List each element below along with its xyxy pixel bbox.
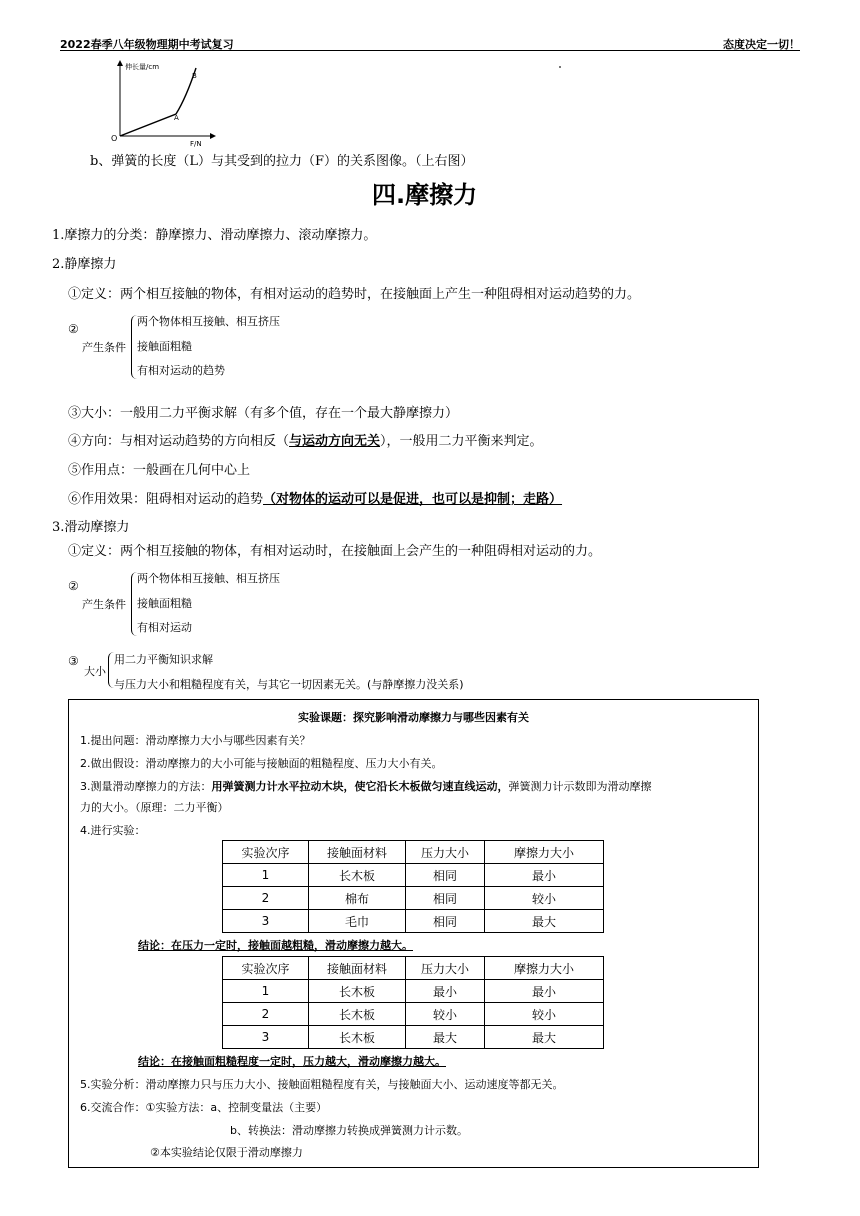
table-2-header: 实验次序 xyxy=(223,957,309,980)
header-right: 态度决定一切！ xyxy=(723,38,800,51)
static-cond-number: ② xyxy=(68,322,79,336)
table-cell: 1 xyxy=(223,980,309,1003)
experiment-table-2 xyxy=(222,956,604,1049)
table-cell: 相同 xyxy=(406,887,485,910)
table-row xyxy=(223,887,604,910)
table-cell: 较小 xyxy=(406,1003,485,1026)
table-cell: 3 xyxy=(223,1026,309,1049)
graph-curve xyxy=(120,68,196,136)
static-direction-a: ④方向：与相对运动趋势的方向相反（ xyxy=(68,434,290,449)
table-row xyxy=(223,910,604,933)
graph-x-arrow xyxy=(210,133,216,139)
static-point: ⑤作用点：一般画在几何中心上 xyxy=(68,463,251,478)
table-cell: 相同 xyxy=(406,864,485,887)
experiment-q3 xyxy=(80,778,652,794)
table-cell: 较小 xyxy=(485,887,604,910)
graph-point-b: B xyxy=(192,72,197,80)
header-left: 2022春季八年级物理期中考试复习 xyxy=(60,38,234,51)
static-direction-c: ），一般用二力平衡来判定。 xyxy=(380,434,543,449)
experiment-q6-c: ②本实验结论仅限于滑动摩擦力 xyxy=(150,1146,303,1159)
table-cell: 最大 xyxy=(406,1026,485,1049)
table-cell: 最小 xyxy=(406,980,485,1003)
static-effect xyxy=(68,488,562,507)
table-row xyxy=(223,1003,604,1026)
static-effect-a: ⑥作用效果：阻碍相对运动的趋势 xyxy=(68,492,264,507)
caption-b: b、弹簧的长度（L）与其受到的拉力（F）的关系图像。（上右图） xyxy=(90,154,474,169)
table-cell: 毛巾 xyxy=(309,910,406,933)
sliding-cond-3: 有相对运动 xyxy=(137,621,192,634)
experiment-q3-cont: 力的大小。（原理：二力平衡） xyxy=(80,801,229,814)
table-cell: 最小 xyxy=(485,864,604,887)
table-cell: 长木板 xyxy=(309,980,406,1003)
experiment-q3-method: 用弹簧测力计水平拉动木块，使它沿长木板做匀速直线运动， xyxy=(211,780,509,793)
static-size: ③大小：一般用二力平衡求解（有多个值，存在一个最大静摩擦力） xyxy=(68,406,459,421)
sliding-cond-1: 两个物体相互接触、相互挤压 xyxy=(137,572,280,585)
static-effect-emphasis: （对物体的运动可以是促进，也可以是抑制；走路） xyxy=(263,492,563,507)
static-cond-1: 两个物体相互接触、相互挤压 xyxy=(137,315,280,328)
item-1: 1.摩擦力的分类：静摩擦力、滑动摩擦力、滚动摩擦力。 xyxy=(52,228,377,243)
experiment-q2: 2.做出假设：滑动摩擦力的大小可能与接触面的粗糙程度、压力大小有关。 xyxy=(80,757,443,770)
table-cell: 最大 xyxy=(485,910,604,933)
table-1-header: 压力大小 xyxy=(406,841,485,864)
page-header xyxy=(60,36,800,51)
experiment-q1: 1.提出问题：滑动摩擦力大小与哪些因素有关？ xyxy=(80,734,311,747)
sliding-cond-number: ② xyxy=(68,579,79,593)
sliding-size-1: 用二力平衡知识求解 xyxy=(114,653,213,666)
static-direction xyxy=(68,430,543,449)
sliding-size-number: ③ xyxy=(68,654,79,668)
table-cell: 2 xyxy=(223,887,309,910)
experiment-q6-b: b、转换法：滑动摩擦力转换成弹簧测力计示数。 xyxy=(230,1124,468,1137)
table-cell: 长木板 xyxy=(309,1026,406,1049)
experiment-q5: 5.实验分析：滑动摩擦力只与压力大小、接触面粗糙程度有关，与接触面大小、运动速度等都无关。 xyxy=(80,1078,564,1091)
spring-graph xyxy=(108,58,220,148)
item-2: 2.静摩擦力 xyxy=(52,257,117,272)
sliding-size-2: 与压力大小和粗糙程度有关，与其它一切因素无关。(与静摩擦力没关系) xyxy=(114,678,464,691)
sliding-definition: ①定义：两个相互接触的物体，有相对运动时，在接触面上会产生的一种阻碍相对运动的力。 xyxy=(68,544,602,559)
table-cell: 最大 xyxy=(485,1026,604,1049)
experiment-table-1 xyxy=(222,840,604,933)
table-row xyxy=(223,1026,604,1049)
static-cond-2: 接触面粗糙 xyxy=(137,340,192,353)
table-cell: 相同 xyxy=(406,910,485,933)
experiment-q4: 4.进行实验： xyxy=(80,824,146,837)
experiment-q3-c: 弹簧测力计示数即为滑动摩擦 xyxy=(508,780,652,793)
graph-y-label: 伸长量/cm xyxy=(125,63,160,71)
table-cell: 1 xyxy=(223,864,309,887)
table-2-header: 压力大小 xyxy=(406,957,485,980)
static-cond-label: 产生条件 xyxy=(82,341,126,354)
static-cond-3: 有相对运动的趋势 xyxy=(137,364,225,377)
section-title: 四.摩擦力 xyxy=(372,181,478,209)
table-row xyxy=(223,864,604,887)
experiment-conclusion-1: 结论：在压力一定时，接触面越粗糙，滑动摩擦力越大。 xyxy=(138,939,413,952)
graph-x-label: F/N xyxy=(190,140,202,148)
table-cell: 棉布 xyxy=(309,887,406,910)
experiment-title: 实验课题：探究影响滑动摩擦力与哪些因素有关 xyxy=(298,711,529,724)
table-1-header: 接触面材料 xyxy=(309,841,406,864)
graph-origin: O xyxy=(111,134,118,143)
stray-dot xyxy=(559,66,561,68)
experiment-q6: 6.交流合作：①实验方法：a、控制变量法（主要） xyxy=(80,1101,328,1114)
table-cell: 较小 xyxy=(485,1003,604,1026)
table-cell: 长木板 xyxy=(309,864,406,887)
static-definition: ①定义：两个相互接触的物体，有相对运动的趋势时，在接触面上产生一种阻碍相对运动趋势的力。 xyxy=(68,287,641,302)
table-2-header: 摩擦力大小 xyxy=(485,957,604,980)
experiment-q3-a: 3.测量滑动摩擦力的方法： xyxy=(80,780,212,793)
table-1-header: 摩擦力大小 xyxy=(485,841,604,864)
table-cell: 3 xyxy=(223,910,309,933)
graph-point-a: A xyxy=(174,114,179,122)
sliding-size-label: 大小 xyxy=(84,665,106,678)
table-cell: 最小 xyxy=(485,980,604,1003)
table-cell: 2 xyxy=(223,1003,309,1026)
experiment-conclusion-2: 结论：在接触面粗糙程度一定时，压力越大，滑动摩擦力越大。 xyxy=(138,1055,446,1068)
table-cell: 长木板 xyxy=(309,1003,406,1026)
table-1-header-row xyxy=(223,841,604,864)
table-row xyxy=(223,980,604,1003)
item-3: 3.滑动摩擦力 xyxy=(52,520,130,535)
sliding-cond-label: 产生条件 xyxy=(82,598,126,611)
table-1-header: 实验次序 xyxy=(223,841,309,864)
static-direction-emphasis: 与运动方向无关 xyxy=(289,434,381,449)
graph-y-arrow xyxy=(117,60,123,66)
table-2-header: 接触面材料 xyxy=(309,957,406,980)
sliding-cond-2: 接触面粗糙 xyxy=(137,597,192,610)
table-2-header-row xyxy=(223,957,604,980)
